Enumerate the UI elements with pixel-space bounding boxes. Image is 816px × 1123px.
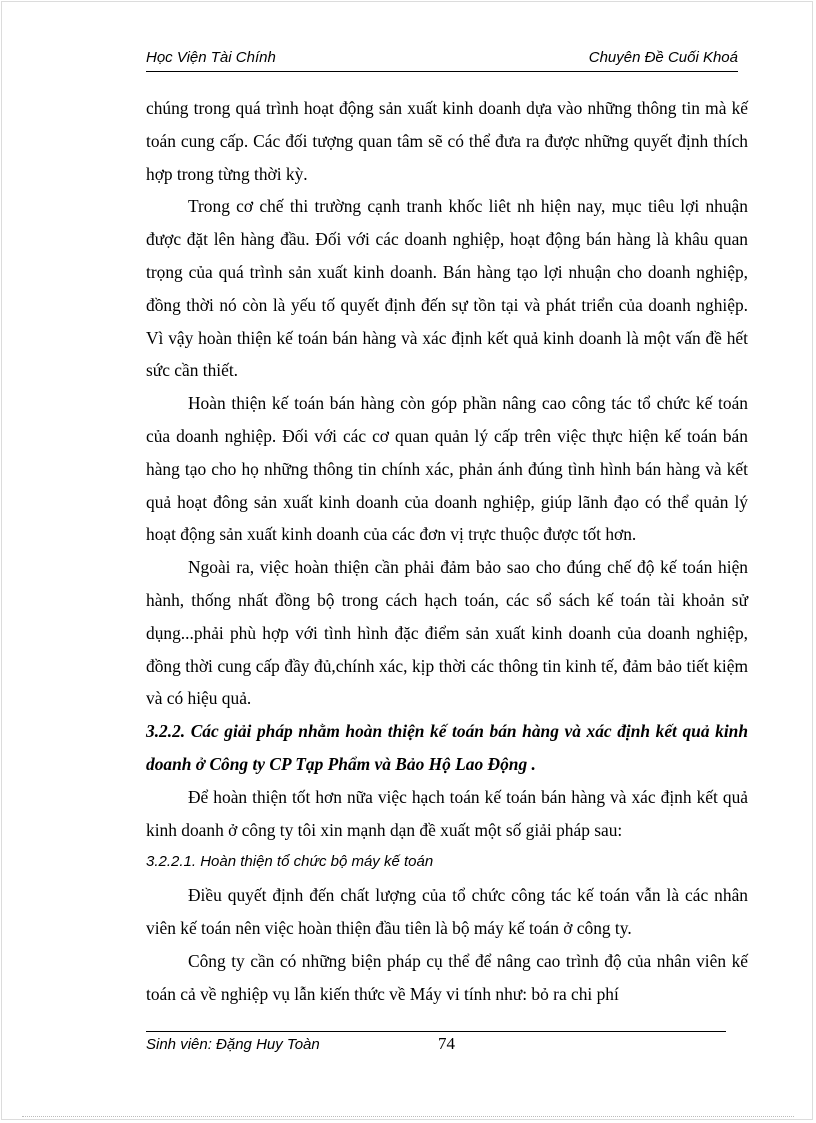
text-line: doanh nghiệp, đồng thời cung cấp đầy đủ,chính xác, kịp thời các thông tin	[146, 622, 748, 676]
text-line: kinh tế, đảm bảo tiết kiệm và có hiệu quả.	[146, 655, 748, 709]
text-line: phát triển của doanh nghiệp. Vì vậy hoàn thiện kế toán bán hàng và xác định	[146, 294, 748, 348]
text-line: kết quả kinh doanh là một vấn đề hết sức cần thiết.	[146, 327, 748, 381]
paragraph	[146, 945, 748, 1011]
text-line: nhuận được đặt lên hàng đầu. Đối với các doanh nghiệp, hoạt động bán hàng	[146, 196, 748, 250]
text-line: Hoàn thiện kế toán bán hàng còn góp phần nâng cao công tác tổ chức kế	[188, 393, 713, 414]
footer-author: Sinh viên: Đặng Huy Toàn	[146, 1036, 320, 1053]
text-line: cho doanh nghiệp, đồng thời nó còn là yếu tố quyết định đến sự tồn tại và	[146, 261, 748, 315]
text-line: Trong cơ chế thi trường cạnh tranh khốc liêt nh hiện nay, mục tiêu lợi	[188, 196, 700, 217]
header-institution: Học Viện Tài Chính	[146, 49, 276, 66]
page-number: 74	[438, 1034, 455, 1053]
text-line: quả kinh doanh ở Công ty CP Tạp Phẩm và Bảo Hộ Lao Động .	[146, 721, 749, 774]
paragraph	[146, 92, 748, 190]
paragraph	[146, 781, 748, 847]
subsection-heading	[146, 846, 748, 879]
text-line: kết quả kinh doanh ở công ty tôi xin mạnh dạn đề xuất một số giải pháp sau:	[146, 786, 748, 840]
text-line: Điều quyết định đến chất lượng của tổ chức công tác kế toán vẫn là các	[188, 885, 709, 906]
header-document-type: Chuyên Đề Cuối Khoá	[588, 49, 738, 66]
text-line: hình bán hàng và kết quả hoạt đông sản xuất kinh doanh của doanh nghiệp,	[146, 458, 748, 512]
text-line: là khâu quan trọng của quá trình sản xuất kinh doanh. Bán hàng tạo lợi nhuận	[146, 229, 748, 282]
paragraph	[146, 879, 748, 945]
section-heading	[146, 715, 748, 781]
text-line: 3.2.2.1. Hoàn thiện tổ chức bộ máy kế toán	[146, 853, 434, 871]
text-line: viên kế toán cả về nghiệp vụ lẫn kiến thức về Máy vi tính như: bỏ ra chi phí	[146, 950, 748, 1004]
text-line: toán của doanh nghiệp. Đối với các cơ quan quản lý cấp trên việc thực hiện	[146, 393, 748, 446]
page-header	[146, 47, 738, 72]
page-bottom-divider	[22, 1116, 794, 1117]
text-line: Để hoàn thiện tốt hơn nữa việc hạch toán kế toán bán hàng và xác định	[188, 786, 692, 807]
text-line: khoản sử dụng...phải phù hợp với tình hình đặc điểm sản xuất kinh doanh của	[146, 589, 748, 643]
paragraph	[146, 551, 748, 715]
text-line: 3.2.2. Các giải pháp nhằm hoàn thiện kế toán bán hàng và xác định kết	[146, 721, 677, 742]
document-body	[146, 92, 748, 1010]
footer-rule	[146, 1031, 726, 1032]
paragraph	[146, 190, 748, 387]
text-line: giúp lãnh đạo có thể quản lý hoạt động sản xuất kinh doanh của các đơn vị	[146, 491, 748, 545]
text-line: Công ty cần có những biện pháp cụ thể để nâng cao trình độ của nhân	[188, 950, 691, 971]
text-line: kế toán bán hàng tạo cho họ những thông tin chính xác, phản ánh đúng tình	[146, 425, 748, 479]
text-line: quyết định thích hợp trong từng thời kỳ.	[146, 130, 748, 184]
text-line: mà kế toán cung cấp. Các đối tượng quan tâm sẽ có thể đưa ra được những	[146, 98, 749, 151]
text-line: nhân viên kế toán nên việc hoàn thiện đầu tiên là bộ máy kế toán ở công ty.	[146, 885, 748, 938]
text-line: hiện hành, thống nhất đồng bộ trong cách hạch toán, các sổ sách kế toán tài	[146, 557, 748, 610]
paragraph	[146, 387, 748, 551]
text-line: trực thuộc được tốt hơn.	[468, 524, 637, 545]
text-line: chúng trong quá trình hoạt động sản xuất kinh doanh dựa vào những thông tin	[146, 98, 700, 118]
text-line: Ngoài ra, việc hoàn thiện cần phải đảm bảo sao cho đúng chế độ kế toán	[188, 557, 713, 578]
